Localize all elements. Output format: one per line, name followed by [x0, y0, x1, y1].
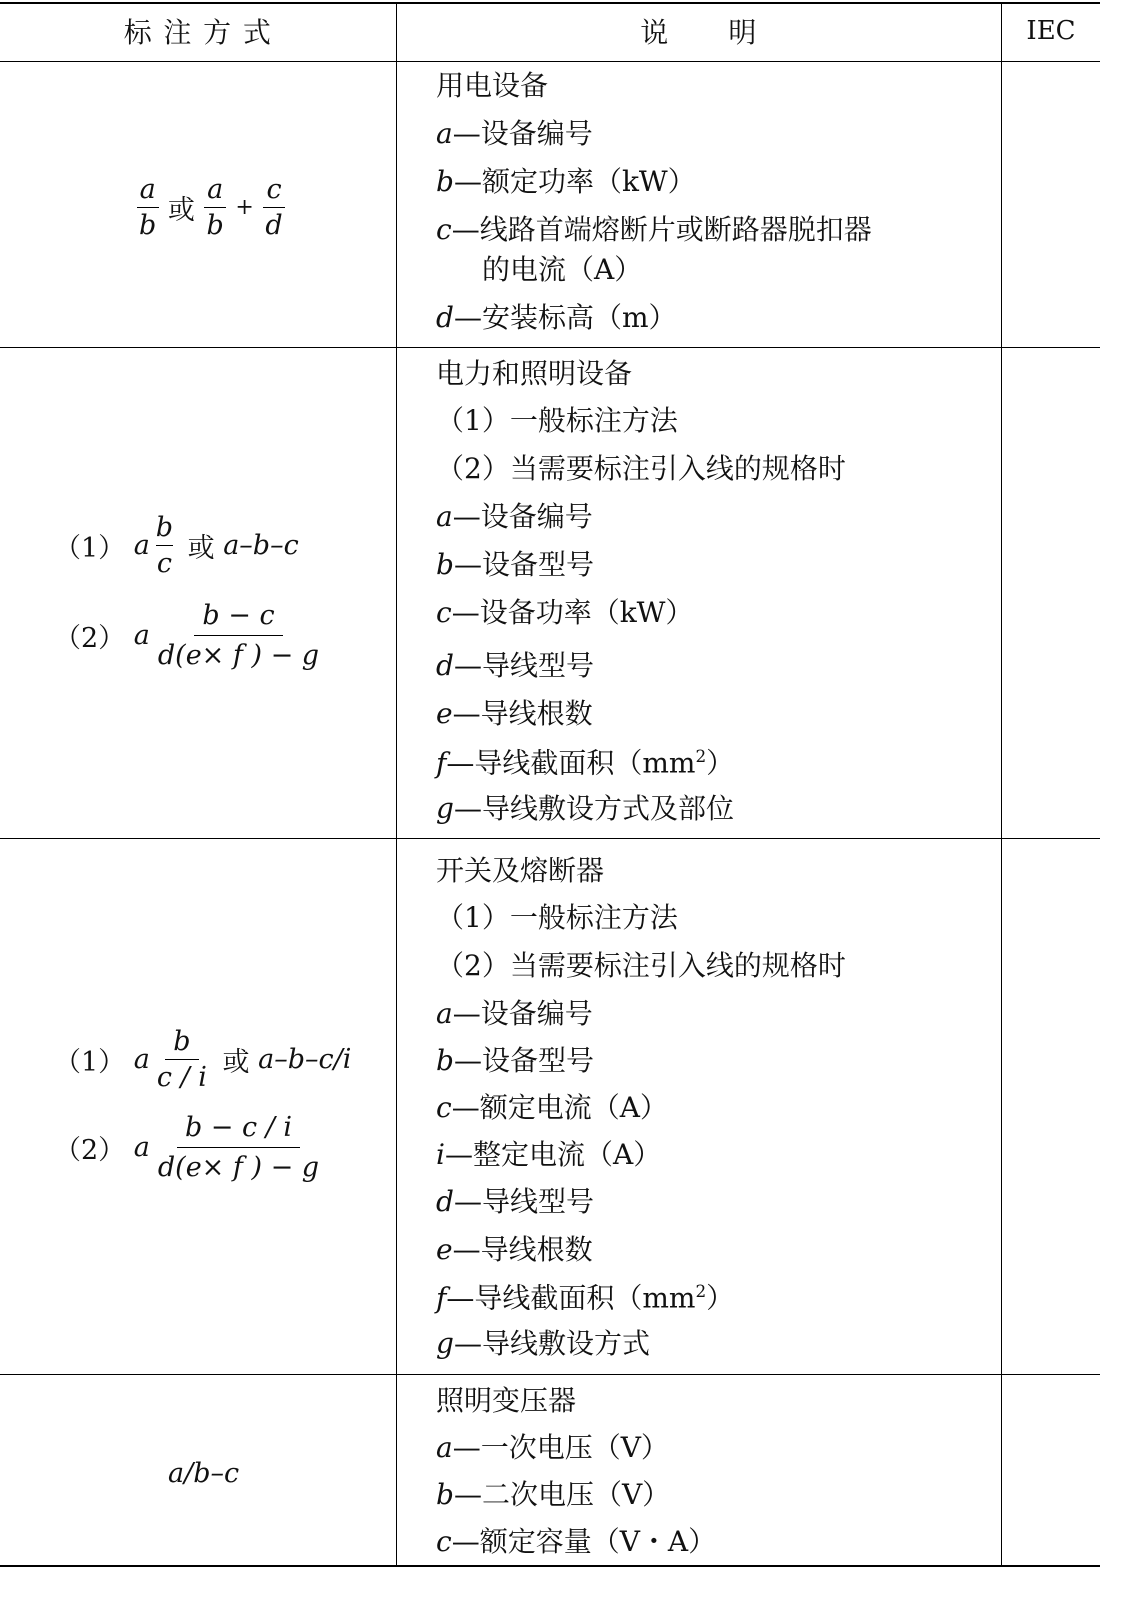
fraction-b-over-ci: $\frac{b}{c / i}$: [156, 1026, 207, 1094]
formula-row2-2: （2） a $\frac{b - c}{d(e\times f ) - g}$: [54, 600, 323, 671]
row3-item: b—设备型号: [436, 1044, 594, 1077]
row2-title: 电力和照明设备: [436, 357, 633, 390]
row3-item: d—导线型号: [436, 1185, 594, 1218]
row4-title: 照明变压器: [436, 1384, 577, 1417]
row3-item: （1）一般标注方法: [436, 901, 678, 934]
formula-row2-1: （1） a $\frac{b}{c}$ 或 a–b–c: [54, 512, 299, 580]
row1-item: a—设备编号: [436, 117, 593, 150]
row2-item: d—导线型号: [436, 649, 594, 682]
row1-item: d—安装标高（m）: [436, 301, 677, 334]
fraction-a-over-b: $\frac{a}{b}$: [203, 174, 226, 241]
row2-item: （1）一般标注方法: [436, 404, 678, 437]
header-description: 说 明: [640, 16, 758, 49]
formula-row3-2: （2） a $\frac{b - c / i}{d(e\times f ) - g}$: [54, 1112, 323, 1183]
row1-item: c—线路首端熔断片或断路器脱扣器: [436, 213, 872, 246]
header-iec: IEC: [1026, 16, 1076, 46]
fraction-c-over-d: $\frac{c}{d}$: [265, 174, 283, 242]
header-notation: 标 注 方 式: [123, 16, 273, 49]
fraction-b-c-over-def-g: $\frac{b - c}{d(e\times f ) - g}$: [157, 600, 320, 672]
row3-item: f—导线截面积$(mm^2)$: [436, 1281, 735, 1315]
row1-title: 用电设备: [436, 69, 549, 102]
row3-title: 开关及熔断器: [436, 854, 605, 887]
formula-row1: $\frac{a}{b}$ 或 $\frac{a}{b}$ + $\frac{c}{d}$: [136, 174, 286, 241]
column-divider: [396, 2, 397, 1567]
formula-row4: a/b–c: [168, 1458, 240, 1489]
column-divider: [1001, 2, 1002, 1567]
table-bottom-rule: [0, 1565, 1100, 1567]
row4-item: a—一次电压（V）: [436, 1431, 669, 1464]
row2-item: c—设备功率（kW）: [436, 596, 694, 629]
row3-item: （2）当需要标注引入线的规格时: [436, 949, 846, 982]
row4-item: c—额定容量（V・A）: [436, 1525, 717, 1558]
row2-item: g—导线敷设方式及部位: [436, 792, 734, 825]
row-divider: [0, 347, 1100, 348]
row2-item: a—设备编号: [436, 500, 593, 533]
row3-item: a—设备编号: [436, 997, 593, 1030]
row2-item: b—设备型号: [436, 548, 594, 581]
fraction-a-over-b: $\frac{a}{b}$: [136, 174, 159, 241]
row3-item: i—整定电流（A）: [436, 1138, 662, 1171]
row3-item: e—导线根数: [436, 1233, 593, 1266]
row2-item: e—导线根数: [436, 697, 593, 730]
row3-item: g—导线敷设方式: [436, 1327, 650, 1360]
row1-item: b—额定功率（kW）: [436, 165, 696, 198]
row1-item: 的电流（A）: [482, 253, 643, 286]
row-divider: [0, 1374, 1100, 1375]
row2-item: f—导线截面积$(mm^2)$: [436, 746, 735, 780]
row4-item: b—二次电压（V）: [436, 1478, 671, 1511]
row2-item: （2）当需要标注引入线的规格时: [436, 452, 846, 485]
row3-item: c—额定电流（A）: [436, 1091, 668, 1124]
fraction-b-over-c: $\frac{b}{c}$: [155, 512, 174, 580]
fraction-bci-over-def-g: $\frac{b - c / i}{d(e\times f ) - g}$: [157, 1112, 320, 1184]
formula-row3-1: （1） a $\frac{b}{c / i}$ 或 a–b–c/i: [54, 1026, 352, 1094]
row-divider: [0, 838, 1100, 839]
